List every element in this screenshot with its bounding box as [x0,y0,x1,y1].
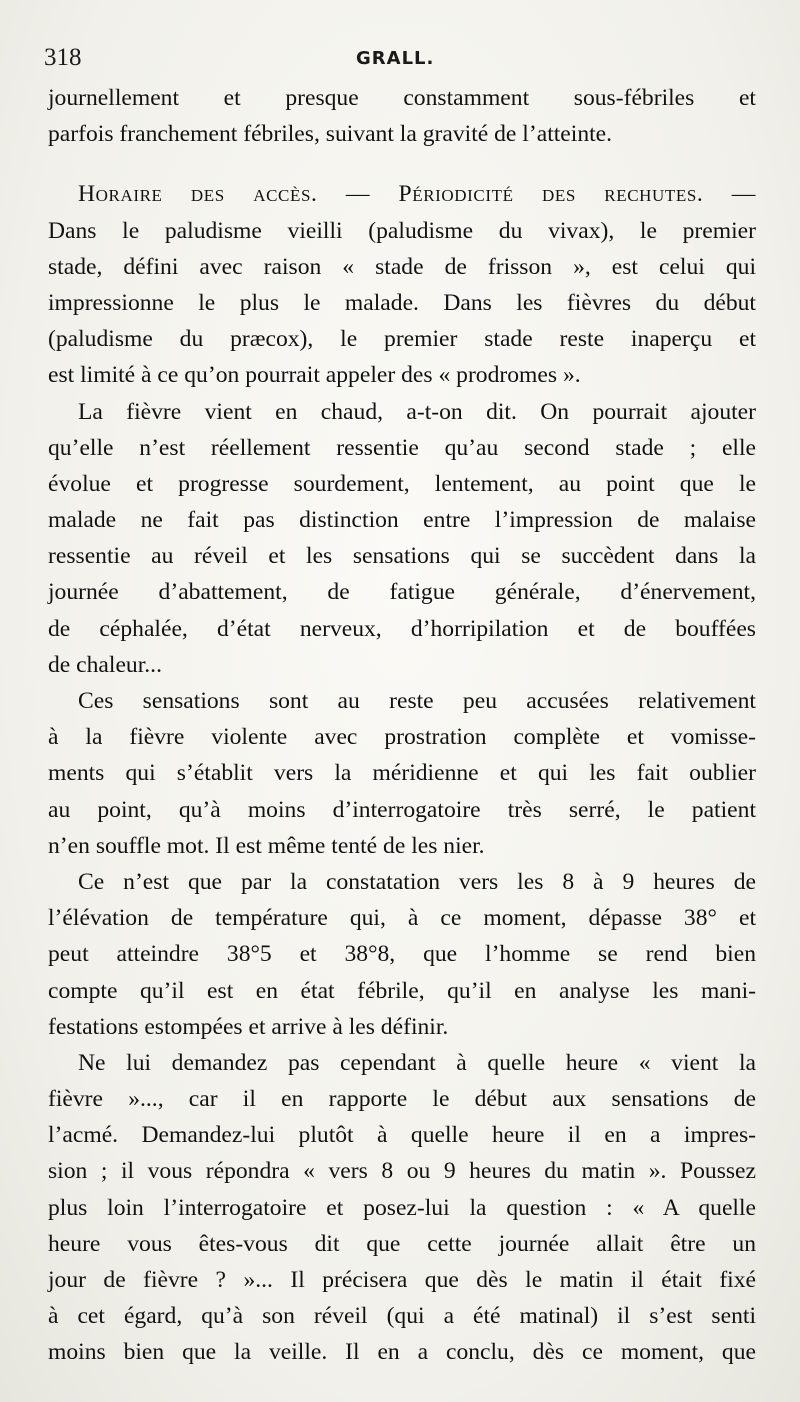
text-line: l’acmé. Demandez-lui plutôt à quelle heure il en a impres- [48,1122,756,1149]
text-line: évolue et progresse sourdement, lentement, au point que le [48,470,756,497]
text-line: Dans le paludisme vieilli (paludisme du vivax), le premier [48,217,756,244]
page-number: 318 [44,44,82,71]
text-line: malade ne fait pas distinction entre l’impression de malaise [48,507,756,534]
text-line: à la fièvre violente avec prostration complète et vomisse- [48,724,756,751]
text-line: n’en souffle mot. Il est même tenté de les nier. [48,832,485,859]
text-line: festations estompées et arrive à les définir. [48,1013,449,1040]
text-line: (paludisme du præcox), le premier stade reste inaperçu et [48,326,756,353]
text-line: La fièvre vient en chaud, a-t-on dit. On pourrait ajouter [78,398,756,425]
text-line: moins bien que la veille. Il en a conclu, dès ce moment, que [48,1339,756,1366]
text-line: plus loin l’interrogatoire et posez-lui la question : « A quelle [48,1194,756,1221]
text-line: journée d’abattement, de fatigue générale, d’énervement, [48,579,756,606]
text-line: est limité à ce qu’on pourrait appeler des « prodromes ». [48,362,581,389]
text-line: au point, qu’à moins d’interrogatoire très serré, le patient [48,796,756,823]
running-head: GRALL. [356,48,435,69]
page-header [44,44,756,78]
text-line: impressionne le plus le malade. Dans les fièvres du début [48,289,756,316]
text-line: fièvre »..., car il en rapporte le début aux sensations de [48,1086,756,1113]
text-line: sion ; il vous répondra « vers 8 ou 9 heures du matin ». Poussez [48,1158,756,1185]
text-line: journellement et presque constamment sous-fébriles et [48,85,756,111]
text-line: ressentie au réveil et les sensations qui se succèdent dans la [48,543,756,570]
text-line: de céphalée, d’état nerveux, d’horripilation et de bouffées [48,615,756,642]
section-heading: Horaire des accès. — Périodicité des rechutes. — [78,181,756,208]
text-line: compte qu’il est en état fébrile, qu’il en analyse les mani- [48,977,756,1004]
text-line: qu’elle n’est réellement ressentie qu’au second stade ; elle [48,434,756,461]
text-line: l’élévation de température qui, à ce moment, dépasse 38° et [48,905,756,932]
text-line: Ces sensations sont au reste peu accusées relativement [78,688,756,714]
text-line: de chaleur... [48,651,162,678]
text-line: peut atteindre 38°5 et 38°8, que l’homme se rend bien [48,941,756,968]
body-text [48,80,756,1371]
text-line: parfois franchement fébriles, suivant la gravité de l’atteinte. [48,121,613,148]
section-gap [48,152,756,176]
text-line: ments qui s’établit vers la méridienne et qui les fait oublier [48,760,756,787]
text-line: à cet égard, qu’à son réveil (qui a été matinal) il s’est senti [48,1303,756,1330]
text-line: heure vous êtes-vous dit que cette journée allait être un [48,1230,756,1257]
text-line: Ce n’est que par la constatation vers les 8 à 9 heures de [78,868,756,895]
text-line: stade, défini avec raison « stade de frisson », est celui qui [48,253,756,280]
text-line: Ne lui demandez pas cependant à quelle heure « vient la [78,1049,756,1076]
text-line: jour de fièvre ? »... Il précisera que dès le matin il était fixé [48,1267,756,1293]
